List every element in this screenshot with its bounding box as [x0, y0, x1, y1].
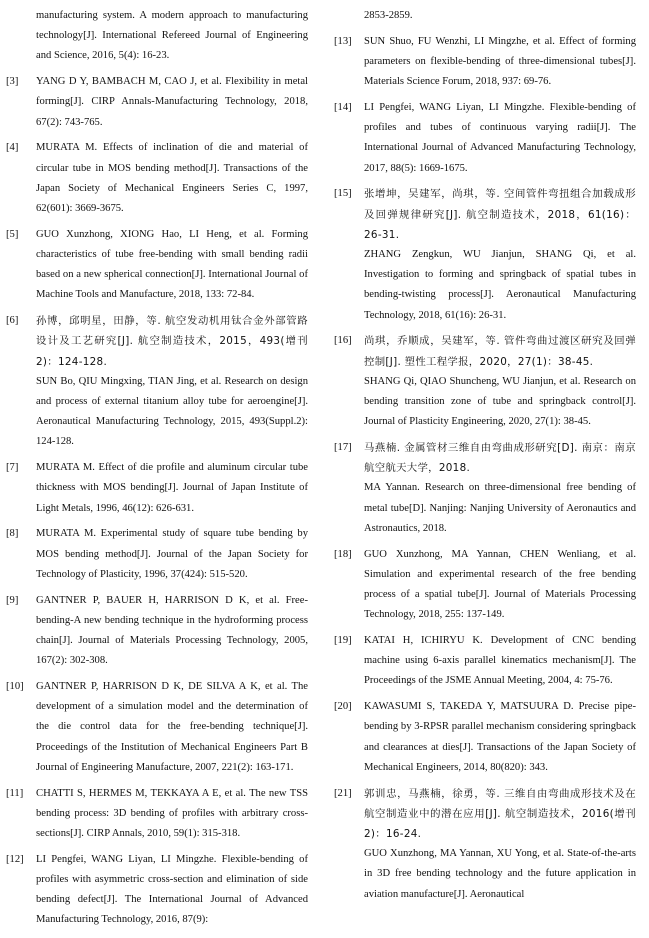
left-column — [6, 6, 308, 936]
reference-text: MURATA M. Effect of die profile and aluminum circular tube thickness with MOS bending[J]. Journal of Japan Institute of Light Metals, 1996, 46(12): 626-631. — [36, 462, 308, 514]
reference-text-chinese: 马燕楠. 金属管材三维自由弯曲成形研究[D]. 南京：南京航空航天大学，2018. — [364, 442, 636, 475]
reference-body — [36, 72, 308, 133]
reference-number: [8] — [6, 528, 19, 540]
reference-entry — [6, 72, 308, 133]
reference-entry — [334, 784, 636, 905]
reference-text: CHATTI S, HERMES M, TEKKAYA A E, et al. The new TSS bending process: 3D bending of profiles with arbitrary cross-sections[J]. CIRP Annals, 2010, 59(1): 315-318. — [36, 787, 308, 840]
reference-text: LI Pengfei, WANG Liyan, LI Mingzhe. Flexible-bending of profiles with asymmetric cross-section and elimination of side bending defect[J]. The International Journal of Advanced Manufacturing Technology, 2016, 87(9): — [36, 853, 308, 926]
reference-number: [7] — [6, 462, 19, 474]
reference-entry — [6, 784, 308, 845]
reference-body — [36, 225, 308, 306]
reference-number: [18] — [334, 548, 352, 560]
reference-text: GUO Xunzhong, MA Yannan, XU Yong, et al. State-of-the-arts in 3D free bending technology and the future application in aviation manufacture[J]. Aeronautical — [364, 848, 636, 900]
reference-text: KATAI H, ICHIRYU K. Development of CNC bending machine using 6-axis parallel kinematics mechanism[J]. The Proceedings of the JSME Annual Meeting, 2004, 4: 75-76. — [364, 635, 636, 687]
reference-body — [36, 591, 308, 672]
reference-text: GANTNER P, HARRISON D K, DE SILVA A K, et al. The development of a simulation model and the determination of the die control data for the free-bending technique[J]. Proceedings of the Institution of Mechanical Engineers Part B Journal of Engineering Manufacture, 2007, 221(2): 163-171. — [36, 681, 308, 773]
reference-entry — [6, 225, 308, 306]
reference-body — [36, 458, 308, 519]
reference-entry — [6, 138, 308, 219]
reference-body — [364, 184, 636, 325]
reference-number: [20] — [334, 701, 352, 713]
reference-body — [36, 524, 308, 585]
reference-text: manufacturing system. A modern approach to manufacturing technology[J]. International Refereed Journal of Engineering and Science, 2016, 5(4): 16-23. — [36, 10, 308, 62]
reference-text: GANTNER P, BAUER H, HARRISON D K, et al. Free-bending-A new bending technique in the hydroforming process chain[J]. Journal of Materials Processing Technology, 2005, 167(2): 302-308. — [36, 594, 308, 667]
reference-number: [17] — [334, 442, 352, 454]
reference-body — [36, 850, 308, 931]
reference-body — [364, 784, 636, 905]
reference-number: [14] — [334, 102, 352, 113]
reference-text: SHANG Qi, QIAO Shuncheng, WU Jianjun, et al. Research on bending transition zone of tube and springback control[J]. Journal of Plasticity Engineering, 2020, 27(1): 38-45. — [364, 375, 636, 428]
reference-entry — [334, 6, 636, 26]
reference-body — [364, 697, 636, 778]
reference-number: [13] — [334, 35, 352, 47]
reference-text: 2853-2859. — [364, 10, 413, 21]
reference-body — [36, 784, 308, 845]
reference-number: [9] — [6, 594, 19, 606]
right-column — [334, 6, 636, 910]
reference-body — [364, 6, 636, 26]
reference-number: [21] — [334, 787, 352, 799]
reference-entry — [6, 311, 308, 452]
reference-entry — [6, 677, 308, 778]
reference-number: [6] — [6, 315, 19, 327]
reference-entry — [334, 184, 636, 325]
reference-body — [364, 32, 636, 93]
reference-entry — [6, 524, 308, 585]
reference-entry — [334, 631, 636, 692]
reference-entry — [334, 98, 636, 179]
reference-text: GUO Xunzhong, MA Yannan, CHEN Wenliang, et al. Simulation and experimental research of the free bending process of a spatial tube[J]. Journal of Materials Processing Technology, 2018, 255: 137-149. — [364, 548, 636, 621]
reference-text: YANG D Y, BAMBACH M, CAO J, et al. Flexibility in metal forming[J]. CIRP Annals-Manufacturing Technology, 2018, 67(2): 743-765. — [36, 76, 308, 128]
reference-text: GUO Xunzhong, XIONG Hao, LI Heng, et al. Forming characteristics of tube free-bending with small bending radii based on a new spherical connection[J]. International Journal of Machine Tools and Manufacture, 2018, 133: 72-84. — [36, 228, 308, 301]
reference-entry — [334, 697, 636, 778]
reference-number: [5] — [6, 228, 19, 240]
reference-text: MURATA M. Experimental study of square tube bending by MOS bending method[J]. Journal of the Japan Society for Technology of Plasticity, 1996, 37(424): 515-520. — [36, 528, 308, 580]
reference-body — [364, 631, 636, 692]
reference-entry — [6, 458, 308, 519]
reference-text: SUN Shuo, FU Wenzhi, LI Mingzhe, et al. Effect of forming parameters on flexible-bending of three-dimensional tubes[J]. Materials Science Forum, 2018, 937: 69-76. — [364, 35, 636, 88]
reference-text-chinese: 张增坤，吴建军，尚琪，等. 空间管件弯扭组合加载成形及回弹规律研究[J]. 航空制造技术，2018，61(16)：26-31. — [364, 188, 636, 241]
reference-text-chinese: 郭训忠，马燕楠，徐勇，等. 三维自由弯曲成形技术及在航空制造业中的潜在应用[J]. 航空制造技术，2016(增刊2)：16-24. — [364, 787, 636, 841]
reference-number: [10] — [6, 681, 24, 693]
reference-number: [11] — [6, 787, 24, 799]
reference-body — [36, 677, 308, 778]
reference-number: [16] — [334, 335, 352, 347]
reference-body — [364, 545, 636, 626]
reference-entry — [334, 438, 636, 539]
reference-body — [364, 98, 636, 179]
reference-body — [364, 331, 636, 432]
reference-text: KAWASUMI S, TAKEDA Y, MATSUURA D. Precise pipe-bending by 3-RPSR parallel mechanism considering springback and clearances at dies[J]. Transactions of the Japan Society of Mechanical Engineers, 2014, 80(820): 343. — [364, 701, 636, 773]
reference-body — [364, 438, 636, 539]
reference-body — [36, 138, 308, 219]
reference-number — [6, 6, 36, 67]
reference-entry — [6, 591, 308, 672]
reference-entry — [6, 6, 308, 67]
reference-number: [19] — [334, 635, 352, 647]
reference-entry — [334, 32, 636, 93]
reference-text: SUN Bo, QIU Mingxing, TIAN Jing, et al. Research on design and process of external titanium alloy tube for aeroengine[J]. Aeronautical Manufacturing Technology, 2015, 493(Suppl.2): 124-128. — [36, 375, 308, 448]
reference-number: [3] — [6, 76, 19, 88]
reference-entry — [334, 331, 636, 432]
reference-number: [12] — [6, 853, 24, 865]
reference-text: ZHANG Zengkun, WU Jianjun, SHANG Qi, et al. Investigation to forming and springback of spatial tubes in bending-twisting process[J]. Aeronautical Manufacturing Technology, 2018, 61(16): 26-31. — [364, 249, 636, 321]
reference-text-chinese: 孙博，邱明星，田静，等. 航空发动机用钛合金外部管路设计及工艺研究[J]. 航空制造技术，2015，493(增刊2)：124-128. — [36, 315, 308, 368]
reference-number: [4] — [6, 142, 19, 154]
reference-text: LI Pengfei, WANG Liyan, LI Mingzhe. Flexible-bending of profiles and tubes of continuous varying radii[J]. The International Journal of Advanced Manufacturing Technology, 2017, 88(5): 1669-1675. — [364, 102, 636, 174]
reference-entry — [6, 850, 308, 931]
reference-number — [334, 6, 364, 26]
reference-text: MA Yannan. Research on three-dimensional free bending of metal tube[D]. Nanjing: Nanjing University of Aeronautics and Astronautics, 2018. — [364, 482, 636, 534]
reference-body — [36, 6, 308, 67]
reference-number: [15] — [334, 188, 352, 200]
reference-text-chinese: 尚琪，乔顺成，吴建军，等. 管件弯曲过渡区研究及回弹控制[J]. 塑性工程学报，2020，27(1)：38-45. — [364, 335, 636, 368]
reference-entry — [334, 545, 636, 626]
reference-body — [36, 311, 308, 452]
reference-text: MURATA M. Effects of inclination of die and material of circular tube in MOS bending method[J]. Transactions of the Japan Society of Mechanical Engineers Series C, 1997, 62(601): 3669-3675. — [36, 142, 308, 215]
